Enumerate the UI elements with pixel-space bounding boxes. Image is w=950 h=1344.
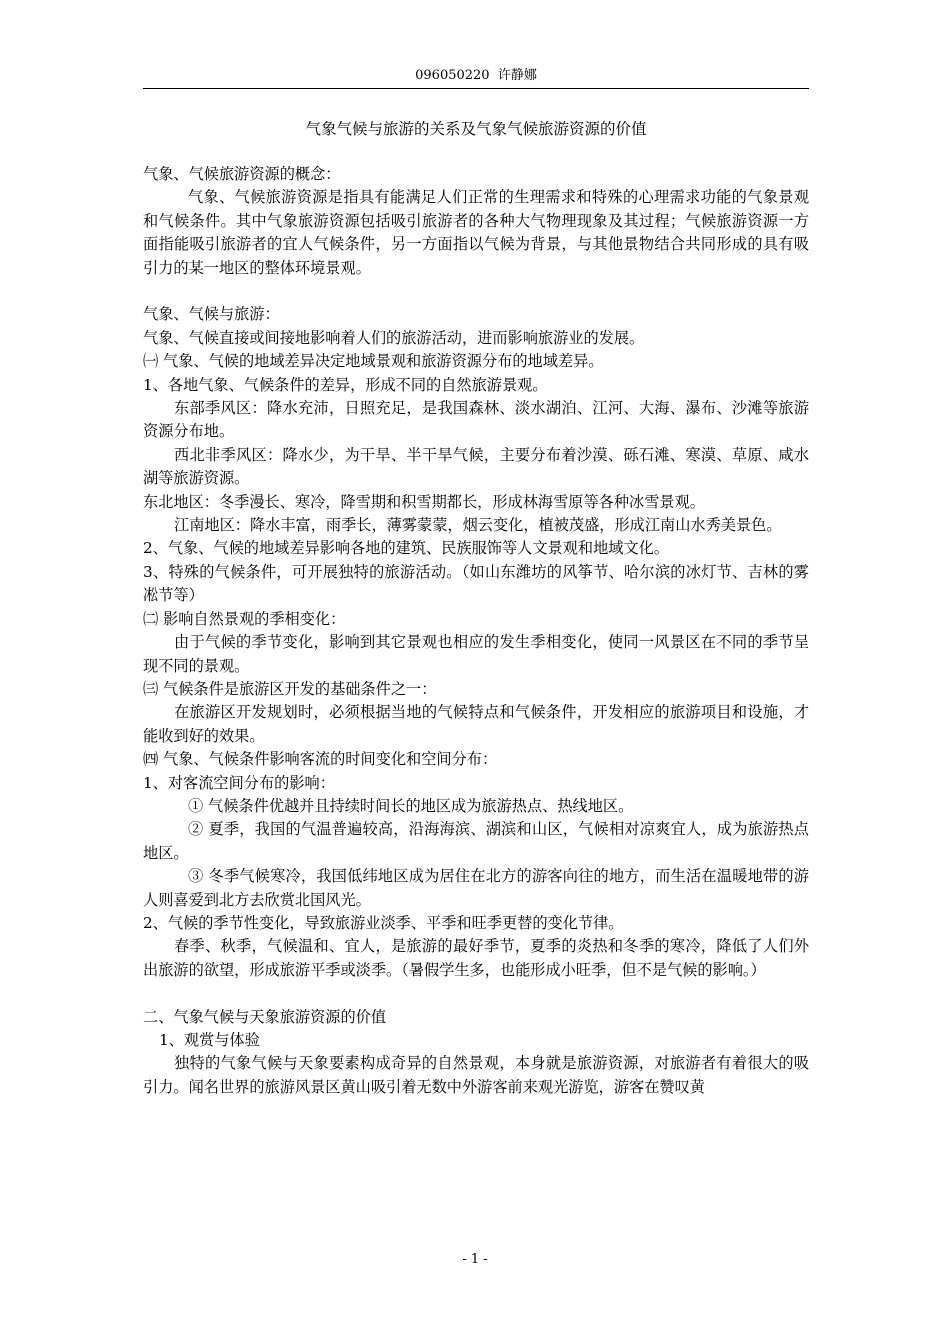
list-item: 2、气候的季节性变化，导致旅游业淡季、平季和旺季更替的变化节律。 [143,913,624,932]
paragraph-seasonal: 由于气候的季节变化，影响到其它景观也相应的发生季相变化，使同一风景区在不同的季节呈现不同的景观。 [143,633,809,675]
blank-line [143,280,809,303]
list-item: 1、对客流空间分布的影响： [143,773,335,792]
list-item-circled-3: ③ 冬季气候寒冷，我国低纬地区成为居住在北方的游客向往的地方，而生活在温暖地带的游人则喜爱到北方去欣赏北国风光。 [143,867,809,909]
section-heading-relation: 气象、气候与旅游： [143,305,280,324]
list-item: 3、特殊的气候条件，可开展独特的旅游活动。（如山东潍坊的风筝节、哈尔滨的冰灯节、吉林的雾凇节等） [143,562,809,605]
subheading-viewing: 1、观赏与体验 [159,1031,260,1049]
list-item: 1、各地气象、气候条件的差异，形成不同的自然旅游景观。 [143,375,548,394]
paragraph-region-northwest: 西北非季风区：降水少，为干旱、半干旱气候，主要分布着沙漠、砾石滩、寒漠、草原、咸水湖等旅游资源。 [143,445,809,488]
blank-line [143,982,809,1005]
paragraph-development: 在旅游区开发规划时，必须根据当地的气候特点和气候条件，开发相应的旅游项目和设施，才能收到好的效果。 [143,703,809,745]
section-heading-value: 二、气象气候与天象旅游资源的价值 [143,1007,386,1026]
paragraph-region-east: 东部季风区：降水充沛，日照充足，是我国森林、淡水湖泊、江河、大海、瀑布、沙滩等旅游资源分布地。 [143,399,809,441]
header-text: 096050220 许静娜 [415,68,537,83]
paragraph-seasons: 春季、秋季，气候温和、宜人，是旅游的最好季节，夏季的炎热和冬季的寒冷，降低了人们外出旅游的欲望，形成旅游平季或淡季。（暑假学生多，也能形成小旺季，但不是气候的影响。） [143,937,809,979]
list-item: 2、气象、气候的地域差异影响各地的建筑、民族服饰等人文景观和地域文化。 [143,539,670,558]
paragraph-concept: 气象、气候旅游资源是指具有能满足人们正常的生理需求和特殊的心理需求功能的气象景观和气候条件。其中气象旅游资源包括吸引旅游者的各种大气物理现象及其过程；气候旅游资源一方面指能吸引旅游者的宜人气候条件，另一方面指以气候为背景，与其他景物结合共同形成的具有吸引力的某一地区的整体环境景观。 [143,188,809,277]
page-number: - 1 - [462,1252,488,1267]
subheading-4: ㈣ 气象、气候条件影响客流的时间变化和空间分布： [143,750,498,769]
paragraph-region-northeast: 东北地区：冬季漫长、寒冷，降雪期和积雪期都长，形成林海雪原等各种冰雪景观。 [143,492,705,511]
subheading-1: ㈠ 气象、气候的地域差异决定地域景观和旅游资源分布的地域差异。 [143,352,604,371]
document-title: 气象气候与旅游的关系及气象气候旅游资源的价值 [305,120,647,138]
section-heading-concept: 气象、气候旅游资源的概念： [143,165,341,183]
paragraph-viewing: 独特的气象气候与天象要素构成奇异的自然景观，本身就是旅游资源，对旅游者有着很大的吸引力。闻名世界的旅游风景区黄山吸引着无数中外游客前来观光游览，游客在赞叹黄 [143,1054,809,1096]
list-item-circled-2: ② 夏季，我国的气温普遍较高，沿海海滨、湖滨和山区，气候相对凉爽宜人，成为旅游热点地区。 [143,820,809,862]
paragraph-region-jiangnan: 江南地区：降水丰富，雨季长，薄雾蒙蒙，烟云变化，植被茂盛，形成江南山水秀美景色。 [174,516,782,535]
page-header [143,66,809,89]
subheading-2: ㈡ 影响自然景观的季相变化： [143,609,346,628]
document-body [143,163,809,1099]
subheading-3: ㈢ 气候条件是旅游区开发的基础条件之一： [143,679,437,698]
paragraph-intro: 气象、气候直接或间接地影响着人们的旅游活动，进而影响旅游业的发展。 [143,328,645,347]
list-item-circled-1: ① 气候条件优越并且持续时间长的地区成为旅游热点、热线地区。 [188,796,634,815]
